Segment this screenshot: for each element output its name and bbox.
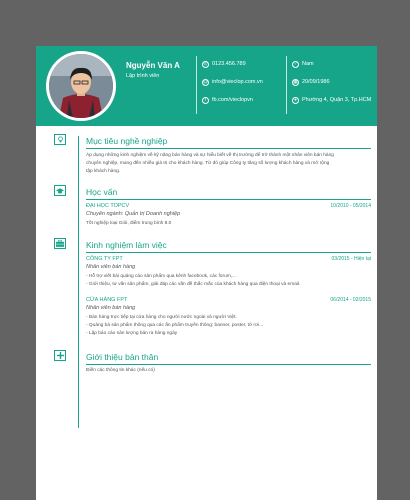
lightbulb-icon [54,134,66,145]
facebook-text[interactable]: fb.com/vieclopvn [212,97,253,103]
job-bullet: - Quảng bá sản phẩm thông qua các ấn phẩm truyền thông: banner, poster, tờ rơi... [86,323,264,328]
cv-header [36,46,377,126]
briefcase-icon [54,238,66,249]
header-divider [286,56,287,114]
contact-email[interactable] [202,77,263,87]
candidate-name: Nguyễn Văn A [126,61,180,70]
info-birthday [292,77,330,87]
birthday-text: 20/09/1986 [302,79,330,85]
company-name: CỬA HÀNG FPT [86,297,128,303]
calendar-icon: ▦ [293,78,298,84]
section-title-objective: Mục tiêu nghề nghiệp [86,136,168,146]
info-address [292,95,371,105]
job-position: Nhân viên bán hàng [86,264,136,270]
info-gender [292,59,314,69]
education-entry [86,203,371,211]
section-divider [86,364,371,365]
company-name: CÔNG TY FPT [86,256,123,262]
section-title-experience: Kinh nghiệm làm việc [86,240,167,250]
job-position: Nhân viên bán hàng [86,305,136,311]
phone-text: 0123.456.789 [212,61,246,67]
header-divider [196,56,197,114]
email-text[interactable]: info@vieclop.com.vn [212,79,263,85]
candidate-title: Lập trình viên [126,73,160,79]
section-divider [86,199,371,200]
contact-facebook[interactable] [202,95,253,105]
job-dates: 03/2015 - Hiện tại [331,256,371,262]
section-divider [86,252,371,253]
section-title-education: Học vấn [86,187,118,197]
education-major: Chuyên ngành: Quản trị Doanh nghiệp [86,211,181,217]
avatar-photo [49,54,113,118]
section-divider [86,148,371,149]
email-icon: @ [203,78,208,84]
school-name: ĐẠI HỌC TOPCV [86,203,130,209]
job-bullet: - Giới thiệu, tư vấn sản phẩm, giải đáp các vấn đề thắc mắc của khách hàng qua điện thoại và email. [86,282,301,287]
graduation-icon [54,185,66,196]
objective-line: chuyên nghiệp, mang đến nhiều giá trị cho khách hàng. Từ đó giúp Công ty tăng số lượng khách hàng và mở rộng [86,161,330,166]
phone-icon: ✆ [203,60,208,66]
section-title-about: Giới thiệu bản thân [86,352,159,362]
plus-icon [54,350,66,361]
timeline-line [78,136,79,428]
avatar [49,54,113,118]
job-bullet: - Lập báo cáo sản lượng bán ra hàng ngày [86,331,178,336]
education-dates: 10/2010 - 05/2014 [330,203,371,209]
cv-page [36,46,377,500]
objective-line: tập khách hàng. [86,169,121,174]
gender-icon: ♂ [293,60,298,66]
job-bullet: - Hỗ trợ viết bài quảng cáo sản phẩm qua kênh facebook, các forum,... [86,274,237,279]
avatar-frame [46,51,116,121]
location-icon: ● [292,97,299,104]
facebook-icon: f [202,97,209,104]
job-bullet: - Bán hàng trực tiếp tại cửa hàng cho người nước ngoài và người Việt. [86,315,237,320]
contact-phone [202,59,246,69]
job-entry [86,256,371,264]
objective-line: Áp dụng những kinh nghiệm về kỹ năng bán hàng và sự hiểu biết về thị trường để trở thành một nhân viên bán hàng [86,153,334,158]
job-dates: 06/2014 - 02/2015 [330,297,371,303]
gender-text: Nam [302,61,314,67]
education-detail: Tốt nghiệp loại Giỏi, điểm trung bình 8.0 [86,221,172,226]
job-entry [86,297,371,305]
address-text: Phường 4, Quận 3, Tp.HCM [302,97,372,103]
about-text: Điền các thông tin khác (nếu có) [86,368,155,373]
